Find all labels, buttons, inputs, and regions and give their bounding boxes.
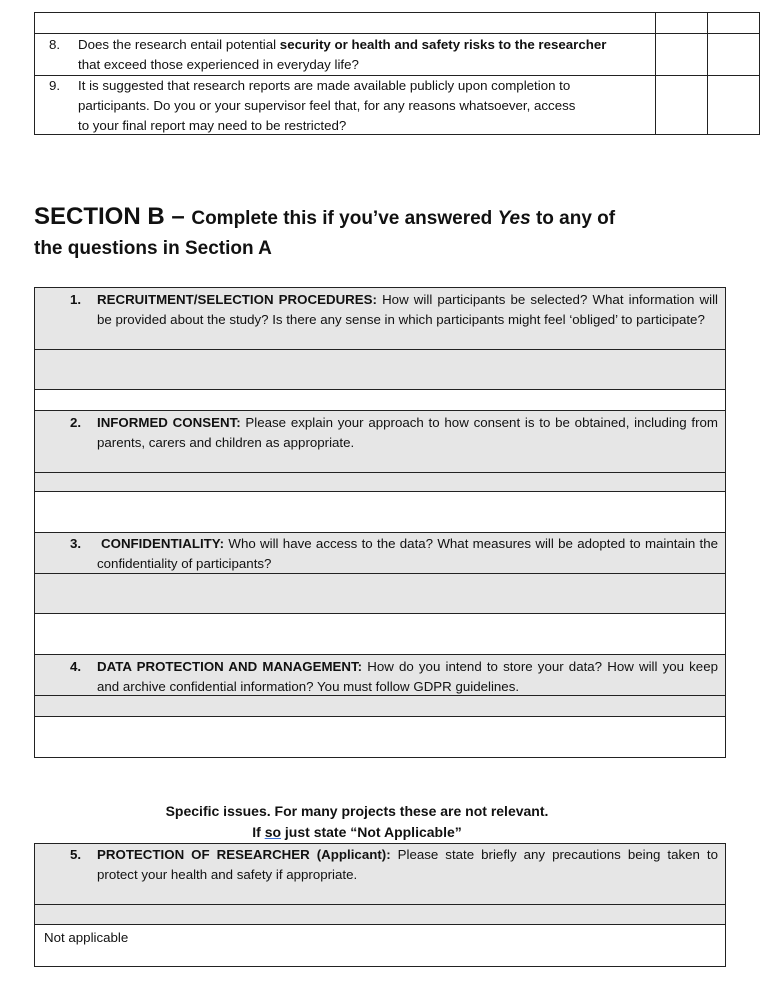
- q3-label: CONFIDENTIALITY:: [101, 536, 225, 551]
- q2-question: Please explain your approach to how consent is to be obtained, including from parents, carers and children as appropriate.: [97, 415, 718, 450]
- q8-no-cell[interactable]: [708, 34, 759, 75]
- row-divider: [34, 924, 726, 925]
- q9-line3: to your final report may need to be restricted?: [78, 118, 347, 133]
- q4-label: DATA PROTECTION AND MANAGEMENT:: [97, 659, 363, 674]
- section-b-title-rest2: to any of: [530, 208, 616, 229]
- specific-issues-if: If: [252, 824, 265, 840]
- q4-question: How do you intend to store your data? How will you keep and archive confidential information? You must follow GDPR guidelines.: [97, 659, 718, 694]
- q4-answer-blank[interactable]: [35, 717, 725, 757]
- q9-number: 9.: [49, 78, 61, 93]
- q4-number: 4.: [70, 659, 82, 674]
- q5-answer-spacer[interactable]: [35, 905, 725, 924]
- q2-number: 2.: [70, 415, 82, 430]
- section-b-title-rest1: Complete this if you’ve answered: [191, 208, 498, 229]
- specific-issues-line1: Specific issues. For many projects these are not relevant.: [165, 803, 549, 819]
- q1-number: 1.: [70, 292, 82, 307]
- q3-answer-blank[interactable]: [35, 614, 725, 654]
- q8-pre: Does the research entail potential: [78, 37, 280, 52]
- q2-text: [97, 413, 718, 452]
- q9-line2: participants. Do you or your supervisor feel that, for any reasons whatsoever, access: [78, 98, 576, 113]
- q5-number: 5.: [70, 847, 82, 862]
- q2-answer-cell[interactable]: [35, 473, 725, 491]
- q5-answer[interactable]: Not applicable: [44, 930, 129, 945]
- q3-answer-cell[interactable]: [35, 574, 725, 613]
- specific-issues-line2: [0, 823, 714, 842]
- q4-text: [97, 657, 718, 696]
- q5-question: Please state briefly any precautions being taken to protect your health and safety if appropriate.: [97, 847, 719, 882]
- q1-answer-blank[interactable]: [35, 390, 725, 410]
- q1-label: RECRUITMENT/SELECTION PROCEDURES:: [97, 292, 377, 307]
- q8-post: that exceed those experienced in everyday life?: [78, 56, 359, 72]
- section-b-subtitle: the questions in Section A: [34, 238, 272, 259]
- specific-issues-rest: just state “Not Applicable”: [281, 824, 462, 840]
- section-b-title-yes: Yes: [497, 208, 531, 229]
- q3-text: [97, 534, 718, 573]
- q9-yes-cell[interactable]: [656, 76, 707, 134]
- q8-number: 8.: [49, 37, 61, 52]
- q2-answer-blank[interactable]: [35, 492, 725, 532]
- q1-answer-cell[interactable]: [35, 350, 725, 389]
- q8-yes-cell[interactable]: [656, 34, 707, 75]
- q5-label: PROTECTION OF RESEARCHER (Applicant):: [97, 847, 391, 862]
- q3-question: Who will have access to the data? What measures will be adopted to maintain the confidentiality of participants?: [97, 536, 718, 571]
- q3-number: 3.: [70, 536, 82, 551]
- q4-answer-cell[interactable]: [35, 696, 725, 716]
- row-divider: [34, 33, 760, 34]
- q8-text: [78, 35, 618, 74]
- specific-issues-so: so: [264, 824, 282, 840]
- q2-label: INFORMED CONSENT:: [97, 415, 241, 430]
- section-b-title: [34, 202, 615, 235]
- q8-bold: security or health and safety risks to the researcher: [279, 37, 607, 52]
- q9-line1: It is suggested that research reports are made available publicly upon completion to: [78, 78, 571, 93]
- q9-no-cell[interactable]: [708, 76, 759, 134]
- q1-text: [97, 290, 718, 329]
- section-b-title-main: SECTION B –: [34, 203, 192, 230]
- q1-question: How will participants be selected? What information will be provided about the study? Is there any sense in which participants might feel ‘obliged’ to participate?: [97, 292, 719, 327]
- q5-text: [97, 845, 718, 884]
